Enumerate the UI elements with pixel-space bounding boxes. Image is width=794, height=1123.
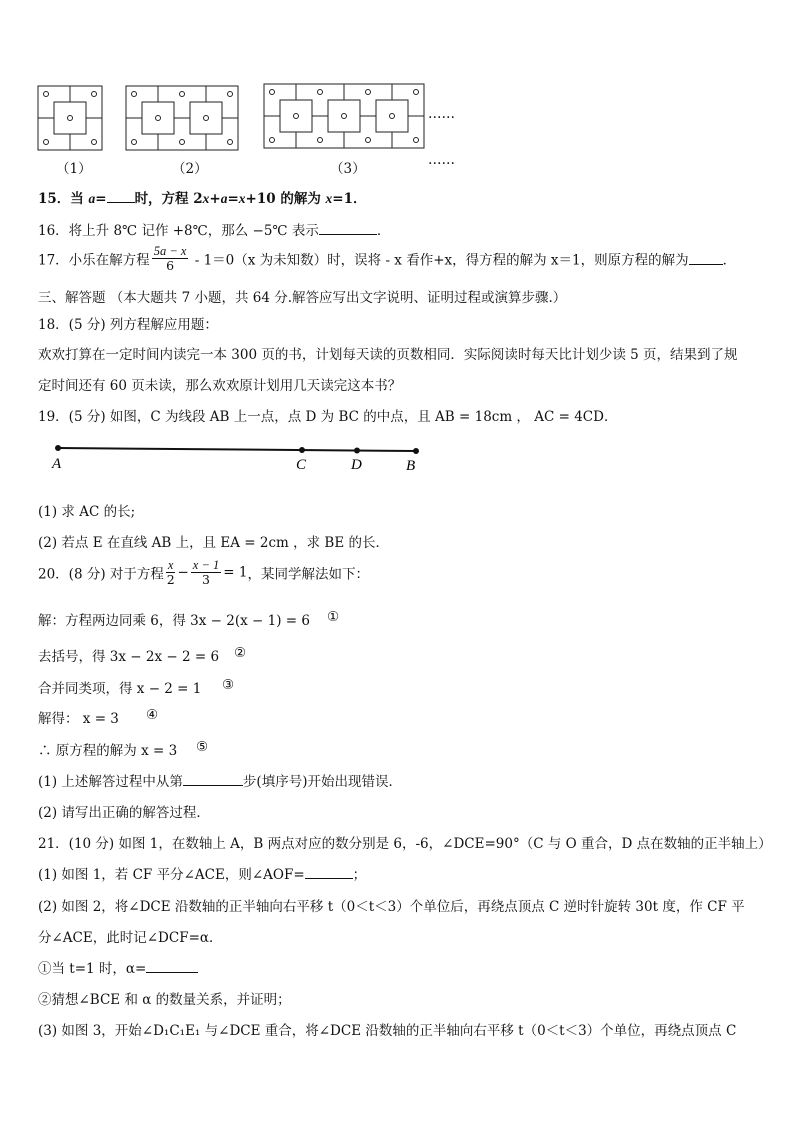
dots-bottom: …… xyxy=(428,152,455,168)
q20-step-1: 解：方程两边同乘 6，得 3x − 2(x − 1) = 6 xyxy=(38,613,310,629)
answer-blank-17[interactable] xyxy=(689,252,723,265)
q20-step-5-mark: ⑤ xyxy=(196,739,209,755)
caption-figure-3: （3） xyxy=(330,161,366,177)
answer-blank-21-alpha[interactable] xyxy=(146,960,198,973)
question-20-sub-2: (2) 请写出正确的解答过程． xyxy=(38,805,210,821)
question-16: 16．将上升 8℃ 记作 +8℃，那么 −5℃ 表示 ． xyxy=(38,223,391,239)
question-19-title: 19．(5 分) 如图，C 为线段 AB 上一点，点 D 为 BC 的中点，且 AB = 18cm ， AC = 4CD． xyxy=(38,409,618,425)
question-15: 15．当 a= 时，方程 2x+a=x+10 的解为 x=1． xyxy=(38,191,367,207)
section-3-heading: 三、解答题 （本大题共 7 小题，共 64 分.解答应写出文字说明、证明过程或演算步骤.） xyxy=(38,290,567,306)
question-18-title: 18．(5 分) 列方程解应用题： xyxy=(38,317,218,333)
point-b-dot xyxy=(413,448,419,454)
question-21-sub-1: (1) 如图 1，若 CF 平分∠ACE，则∠AOF= ； xyxy=(38,867,367,883)
answer-blank-16[interactable] xyxy=(319,222,377,235)
dots-top: …… xyxy=(428,106,455,122)
q20-step-4: 解得： x = 3 xyxy=(38,711,119,727)
question-19-sub-1: (1) 求 AC 的长; xyxy=(38,504,136,520)
q20-step-3: 合并同类项，得 x − 2 = 1 xyxy=(38,681,202,697)
question-19-sub-2: (2) 若点 E 在直线 AB 上，且 EA = 2cm ，求 BE 的长． xyxy=(38,535,389,551)
question-21-case-1: ①当 t=1 时，α= xyxy=(38,957,198,977)
q20-step-3-mark: ③ xyxy=(222,677,235,693)
question-21-title: 21．(10 分) 如图 1，在数轴上 A，B 两点对应的数分别是 6，-6，∠DCE=90°（C 与 O 重合，D 点在数轴的正半轴上） xyxy=(38,836,772,852)
q20-step-4-mark: ④ xyxy=(146,707,159,723)
fraction-x-minus-1-over-3: $\frac{x - 1}{3}$ xyxy=(192,558,220,587)
point-a-dot xyxy=(55,445,61,451)
question-21-case-2: ②猜想∠BCE 和 α 的数量关系，并证明； xyxy=(38,992,291,1008)
question-20-sub-1: (1) 上述解答过程中从第 步(填序号)开始出现错误． xyxy=(38,774,402,790)
answer-blank-21-1[interactable] xyxy=(305,866,353,879)
caption-figure-2: （2） xyxy=(172,161,208,177)
point-d-dot xyxy=(354,448,360,454)
question-21-sub-2-line-2: 分∠ACE，此时记∠DCF=α． xyxy=(38,930,223,946)
answer-blank-20[interactable] xyxy=(183,773,243,786)
fraction-x-over-2: $\frac{x}{2}$ xyxy=(166,558,175,587)
question-21-sub-2-line-1: (2) 如图 2，将∠DCE 沿数轴的正半轴向右平移 t（0＜t＜3）个单位后，再绕点顶点 C 逆时针旋转 30t 度，作 CF 平 xyxy=(38,899,745,915)
q20-step-2-mark: ② xyxy=(234,645,247,661)
pattern-figure-1 xyxy=(38,86,102,150)
point-c-label: C xyxy=(296,457,307,473)
q20-step-2: 去括号，得 3x − 2x − 2 = 6 xyxy=(38,649,220,665)
question-18-line-1: 欢欢打算在一定时间内读完一本 300 页的书，计划每天读的页数相同．实际阅读时每天比计划少读 5 页，结果到了规 xyxy=(38,347,738,363)
question-20-title: 20．(8 分) 对于方程 $\frac{x}{2}$ − $\frac{x - 1}{3}$ = 1，某同学解法如下： xyxy=(38,558,369,587)
question-21-sub-3: (3) 如图 3，开始∠D₁C₁E₁ 与∠DCE 重合，将∠DCE 沿数轴的正半轴向右平移 t（0＜t＜3）个单位，再绕点顶点 C xyxy=(38,1023,737,1039)
caption-figure-1: （1） xyxy=(56,161,92,177)
point-a-label: A xyxy=(52,456,62,472)
pattern-figures xyxy=(36,80,466,152)
answer-blank-15[interactable] xyxy=(107,190,135,203)
q20-step-5: ∴ 原方程的解为 x = 3 xyxy=(38,743,178,759)
point-c-dot xyxy=(299,447,305,453)
question-18-line-2: 定时间还有 60 页未读，那么欢欢原计划用几天读完这本书？ xyxy=(38,378,402,394)
question-17: 17．小乐在解方程 $\frac{5a - x}{6}$ - 1＝0（x 为未知数）时，误将 - x 看作+x，得方程的解为 x＝1，则原方程的解为 ． xyxy=(38,244,737,273)
pattern-figure-2 xyxy=(126,86,238,150)
pattern-figure-3 xyxy=(264,84,424,148)
segment-diagram xyxy=(44,440,434,476)
point-b-label: B xyxy=(406,458,416,474)
q20-step-1-mark: ① xyxy=(327,609,340,625)
point-d-label: D xyxy=(351,457,362,473)
fraction-17: $\frac{5a - x}{6}$ xyxy=(153,244,187,273)
